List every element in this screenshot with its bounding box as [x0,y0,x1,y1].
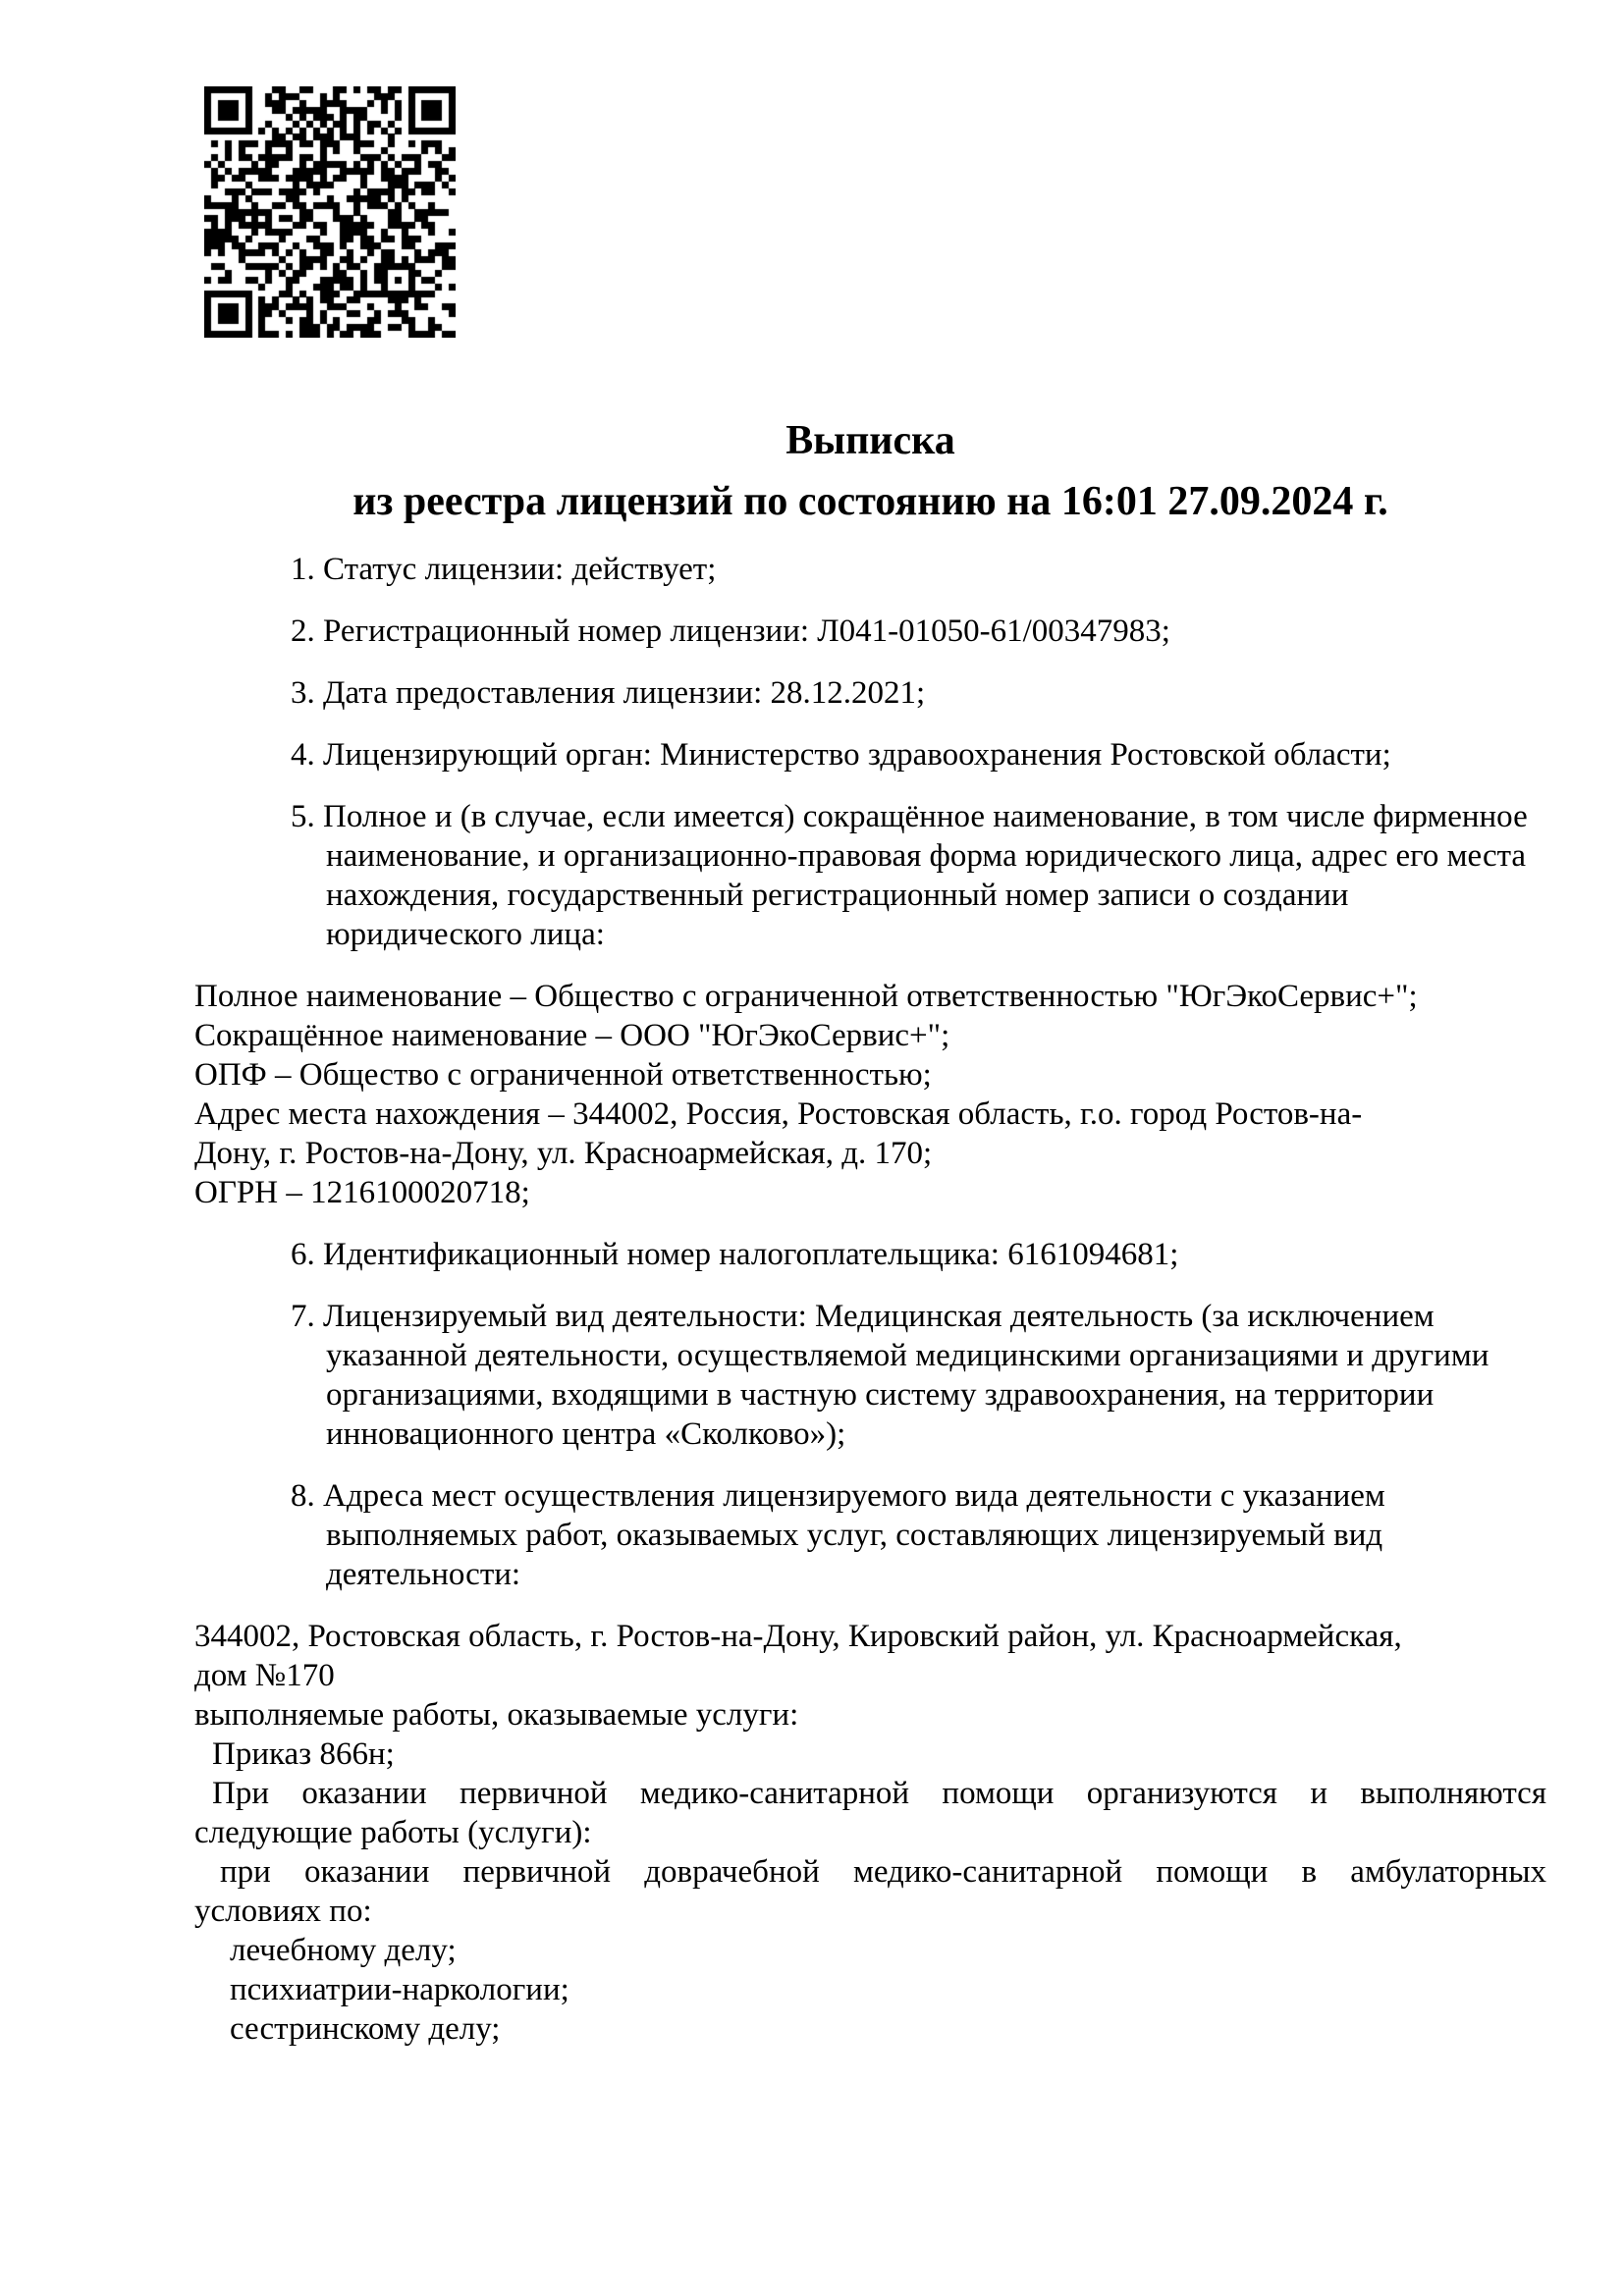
text-line-item8-1: 8. Адреса мест осуществления лицензируемого вида деятельности с указанием [291,1478,1385,1514]
text-line-item5-2: наименование, и организационно-правовая форма юридического лица, адрес его места [326,838,1527,874]
text-line-reg-number: 2. Регистрационный номер лицензии: Л041-01050-61/00347983; [291,614,1170,649]
text-line-prehospital-2: условиях по: [194,1894,372,1929]
text-line-work-address-2: дом №170 [194,1658,335,1693]
text-line-service-medical: лечебному делу; [230,1933,457,1968]
document-title: Выписка [785,418,955,463]
text-line-item7-4: инновационного центра «Сколково»); [326,1416,846,1452]
text-line-license-date: 3. Дата предоставления лицензии: 28.12.2021; [291,675,926,711]
text-line-item7-3: организациями, входящими в частную систему здравоохранения, на территории [326,1377,1435,1413]
text-line-item5-3: нахождения, государственный регистрационный номер записи о создании [326,878,1349,913]
text-line-authority: 4. Лицензирующий орган: Министерство здравоохранения Ростовской области; [291,737,1391,773]
text-line-address-1: Адрес места нахождения – 344002, Россия, Ростовская область, г.о. город Ростов-на- [194,1096,1363,1132]
text-line-item5-1: 5. Полное и (в случае, если имеется) сокращённое наименование, в том числе фирменное [291,799,1528,834]
text-line-service-nursing: сестринскому делу; [230,2011,501,2047]
text-line-works-header: выполняемые работы, оказываемые услуги: [194,1697,799,1733]
text-line-full-name: Полное наименование – Общество с ограниченной ответственностью "ЮгЭкоСервис+"; [194,979,1418,1014]
text-line-work-address-1: 344002, Ростовская область, г. Ростов-на-Дону, Кировский район, ул. Красноармейская, [194,1619,1402,1654]
document-content [194,417,1546,2049]
text-line-item7-2: указанной деятельности, осуществляемой медицинскими организациями и другими [326,1338,1489,1373]
text-line-address-2: Дону, г. Ростов-на-Дону, ул. Красноармейская, д. 170; [194,1136,933,1171]
qr-code [204,86,456,338]
text-line-primary-care-1: При оказании первичной медико-санитарной помощи организуются и выполняются [212,1776,1546,1811]
text-line-inn: 6. Идентификационный номер налогоплательщика: 6161094681; [291,1237,1179,1272]
text-line-ogrn: ОГРН – 1216100020718; [194,1175,530,1210]
text-line-prikaz: Приказ 866н; [212,1736,395,1772]
text-line-service-psychiatry: психиатрии-наркологии; [230,1972,569,2007]
text-line-item5-4: юридического лица: [326,917,605,952]
document-subtitle: из реестра лицензий по состоянию на 16:01 27.09.2024 г. [352,479,1388,524]
text-line-opf: ОПФ – Общество с ограниченной ответственностью; [194,1057,932,1093]
text-line-short-name: Сокращённое наименование – ООО "ЮгЭкоСервис+"; [194,1018,950,1053]
text-line-item8-2: выполняемых работ, оказываемых услуг, составляющих лицензируемый вид [326,1518,1383,1553]
text-line-prehospital-1: при оказании первичной доврачебной медико-санитарной помощи в амбулаторных [220,1854,1546,1890]
text-line-status: 1. Статус лицензии: действует; [291,552,717,587]
text-line-item7-1: 7. Лицензируемый вид деятельности: Медицинская деятельность (за исключением [291,1299,1435,1334]
document-body [194,550,1546,2049]
text-line-primary-care-2: следующие работы (услуги): [194,1815,592,1850]
text-line-item8-3: деятельности: [326,1557,521,1592]
